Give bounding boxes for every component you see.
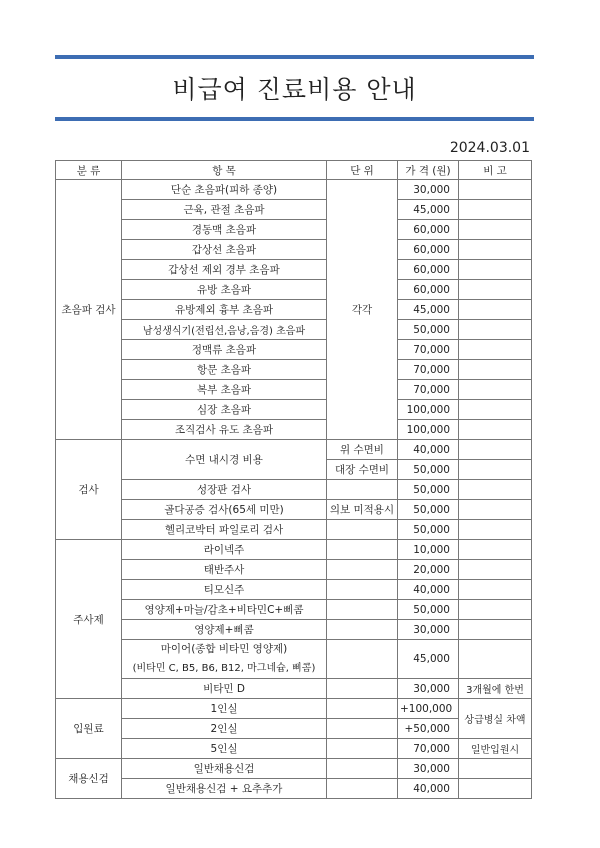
item-cell: 5인실 (122, 739, 327, 759)
unit-cell (327, 679, 398, 699)
price-cell: 50,000 (398, 320, 459, 340)
header-price: 가 격 (원) (398, 161, 459, 180)
unit-cell (327, 620, 398, 640)
table-row (56, 340, 532, 360)
price-cell: 60,000 (398, 260, 459, 280)
table-row (56, 400, 532, 420)
item-cell: 비타민 D (122, 679, 327, 699)
note-cell (459, 640, 532, 679)
note-cell (459, 260, 532, 280)
table-row (56, 240, 532, 260)
price-cell: 70,000 (398, 340, 459, 360)
table-row (56, 480, 532, 500)
note-cell (459, 240, 532, 260)
price-cell: 100,000 (398, 400, 459, 420)
note-cell (459, 560, 532, 580)
unit-cell (327, 600, 398, 620)
price-cell: 60,000 (398, 240, 459, 260)
item-cell: 유방 초음파 (122, 280, 327, 300)
table-row (56, 260, 532, 280)
table-row (56, 280, 532, 300)
item-cell: 성장판 검사 (122, 480, 327, 500)
note-cell (459, 280, 532, 300)
item-cell: 태반주사 (122, 560, 327, 580)
item-cell: 정맥류 초음파 (122, 340, 327, 360)
price-cell: 30,000 (398, 759, 459, 779)
price-cell: 70,000 (398, 380, 459, 400)
price-cell: 60,000 (398, 220, 459, 240)
note-cell (459, 440, 532, 460)
item-cell: 남성생식기(전립선,음낭,음경) 초음파 (122, 320, 327, 340)
item-cell: 1인실 (122, 699, 327, 719)
item-cell: 골다공증 검사(65세 미만) (122, 500, 327, 520)
item-cell: 갑상선 초음파 (122, 240, 327, 260)
note-cell (459, 500, 532, 520)
price-cell: 10,000 (398, 540, 459, 560)
item-cell: 티모신주 (122, 580, 327, 600)
header-category: 분 류 (56, 161, 122, 180)
note-cell (459, 420, 532, 440)
table-row (56, 620, 532, 640)
price-cell: 50,000 (398, 480, 459, 500)
item-cell: 영양제+마늘/감초+비타민C+삐콤 (122, 600, 327, 620)
item-cell: 항문 초음파 (122, 360, 327, 380)
note-cell (459, 220, 532, 240)
item-cell: 2인실 (122, 719, 327, 739)
table-row (56, 560, 532, 580)
table-row (56, 300, 532, 320)
table-row (56, 640, 532, 679)
price-table (55, 160, 532, 799)
item-cell: 갑상선 제외 경부 초음파 (122, 260, 327, 280)
note-cell (459, 400, 532, 420)
table-row (56, 180, 532, 200)
item-cell: 복부 초음파 (122, 380, 327, 400)
unit-cell: 위 수면비 (327, 440, 398, 460)
note-cell (459, 360, 532, 380)
top-rule (55, 55, 534, 59)
unit-cell (327, 560, 398, 580)
price-cell: 70,000 (398, 739, 459, 759)
price-cell: 40,000 (398, 580, 459, 600)
unit-cell (327, 480, 398, 500)
note-cell (459, 540, 532, 560)
unit-each: 각각 (327, 180, 398, 440)
item-cell: 근육, 관절 초음파 (122, 200, 327, 220)
table-row (56, 380, 532, 400)
unit-cell: 대장 수면비 (327, 460, 398, 480)
note-cell (459, 380, 532, 400)
item-cell: 라이넥주 (122, 540, 327, 560)
note-cell (459, 779, 532, 799)
table-row (56, 759, 532, 779)
unit-cell: 의보 미적용시 (327, 500, 398, 520)
price-cell: 40,000 (398, 440, 459, 460)
item-cell-myers (122, 640, 327, 679)
price-cell: 45,000 (398, 300, 459, 320)
table-row (56, 580, 532, 600)
unit-cell (327, 719, 398, 739)
header-note: 비 고 (459, 161, 532, 180)
table-row (56, 220, 532, 240)
table-header-row (56, 161, 532, 180)
table-row (56, 360, 532, 380)
note-cell (459, 340, 532, 360)
price-cell: 30,000 (398, 679, 459, 699)
myers-line-2: (비타민 C, B5, B6, B12, 마그네슘, 삐콤) (132, 663, 316, 674)
note-cell (459, 620, 532, 640)
price-cell: 50,000 (398, 600, 459, 620)
category-hiring: 채용신검 (56, 759, 122, 799)
category-exam: 검사 (56, 440, 122, 540)
price-cell: 30,000 (398, 620, 459, 640)
item-cell: 일반채용신검 (122, 759, 327, 779)
price-cell: +100,000 (398, 699, 459, 719)
price-cell: 60,000 (398, 280, 459, 300)
category-admission: 입원료 (56, 699, 122, 759)
note-cell (459, 200, 532, 220)
unit-cell (327, 580, 398, 600)
table-row (56, 739, 532, 759)
price-cell: 45,000 (398, 640, 459, 679)
unit-cell (327, 779, 398, 799)
page-title: 비급여 진료비용 안내 (172, 75, 417, 104)
price-cell: 50,000 (398, 500, 459, 520)
table-row (56, 679, 532, 699)
table-row (56, 779, 532, 799)
table-row (56, 600, 532, 620)
price-cell: 50,000 (398, 460, 459, 480)
note-cell (459, 300, 532, 320)
table-row (56, 420, 532, 440)
price-cell: 20,000 (398, 560, 459, 580)
item-cell: 영양제+삐콤 (122, 620, 327, 640)
item-cell: 수면 내시경 비용 (122, 440, 327, 480)
category-injection: 주사제 (56, 540, 122, 699)
price-cell: 40,000 (398, 779, 459, 799)
unit-cell (327, 759, 398, 779)
note-cell (459, 580, 532, 600)
price-cell: 30,000 (398, 180, 459, 200)
item-cell: 유방제외 흉부 초음파 (122, 300, 327, 320)
price-cell: 100,000 (398, 420, 459, 440)
note-cell: 일반입원시 (459, 739, 532, 759)
unit-cell (327, 640, 398, 679)
effective-date: 2024.03.01 (449, 140, 530, 156)
table-row (56, 520, 532, 540)
item-cell: 헬리코박터 파일로리 검사 (122, 520, 327, 540)
note-cell (459, 759, 532, 779)
table-row (56, 699, 532, 719)
note-cell (459, 480, 532, 500)
item-cell: 단순 초음파(피하 종양) (122, 180, 327, 200)
unit-cell (327, 540, 398, 560)
table-row (56, 500, 532, 520)
item-cell: 일반채용신검 + 요추추가 (122, 779, 327, 799)
table-row (56, 200, 532, 220)
header-item: 항 목 (122, 161, 327, 180)
note-cell (459, 460, 532, 480)
note-cell: 3개월에 한번 (459, 679, 532, 699)
table-row (56, 320, 532, 340)
item-cell: 경동맥 초음파 (122, 220, 327, 240)
price-cell: 70,000 (398, 360, 459, 380)
bottom-rule (55, 117, 534, 121)
price-cell: 50,000 (398, 520, 459, 540)
note-cell (459, 180, 532, 200)
note-cell (459, 320, 532, 340)
item-cell: 조직검사 유도 초음파 (122, 420, 327, 440)
header-unit: 단 위 (327, 161, 398, 180)
unit-cell (327, 699, 398, 719)
note-cell (459, 600, 532, 620)
myers-line-1: 마이어(종합 비타민 영양제) (160, 643, 288, 655)
unit-cell (327, 739, 398, 759)
item-cell: 심장 초음파 (122, 400, 327, 420)
note-cell (459, 520, 532, 540)
note-cell: 상급병실 차액 (459, 699, 532, 739)
category-ultrasound: 초음파 검사 (56, 180, 122, 440)
price-cell: 45,000 (398, 200, 459, 220)
unit-cell (327, 520, 398, 540)
table-row (56, 440, 532, 460)
table-row (56, 540, 532, 560)
price-cell: +50,000 (398, 719, 459, 739)
